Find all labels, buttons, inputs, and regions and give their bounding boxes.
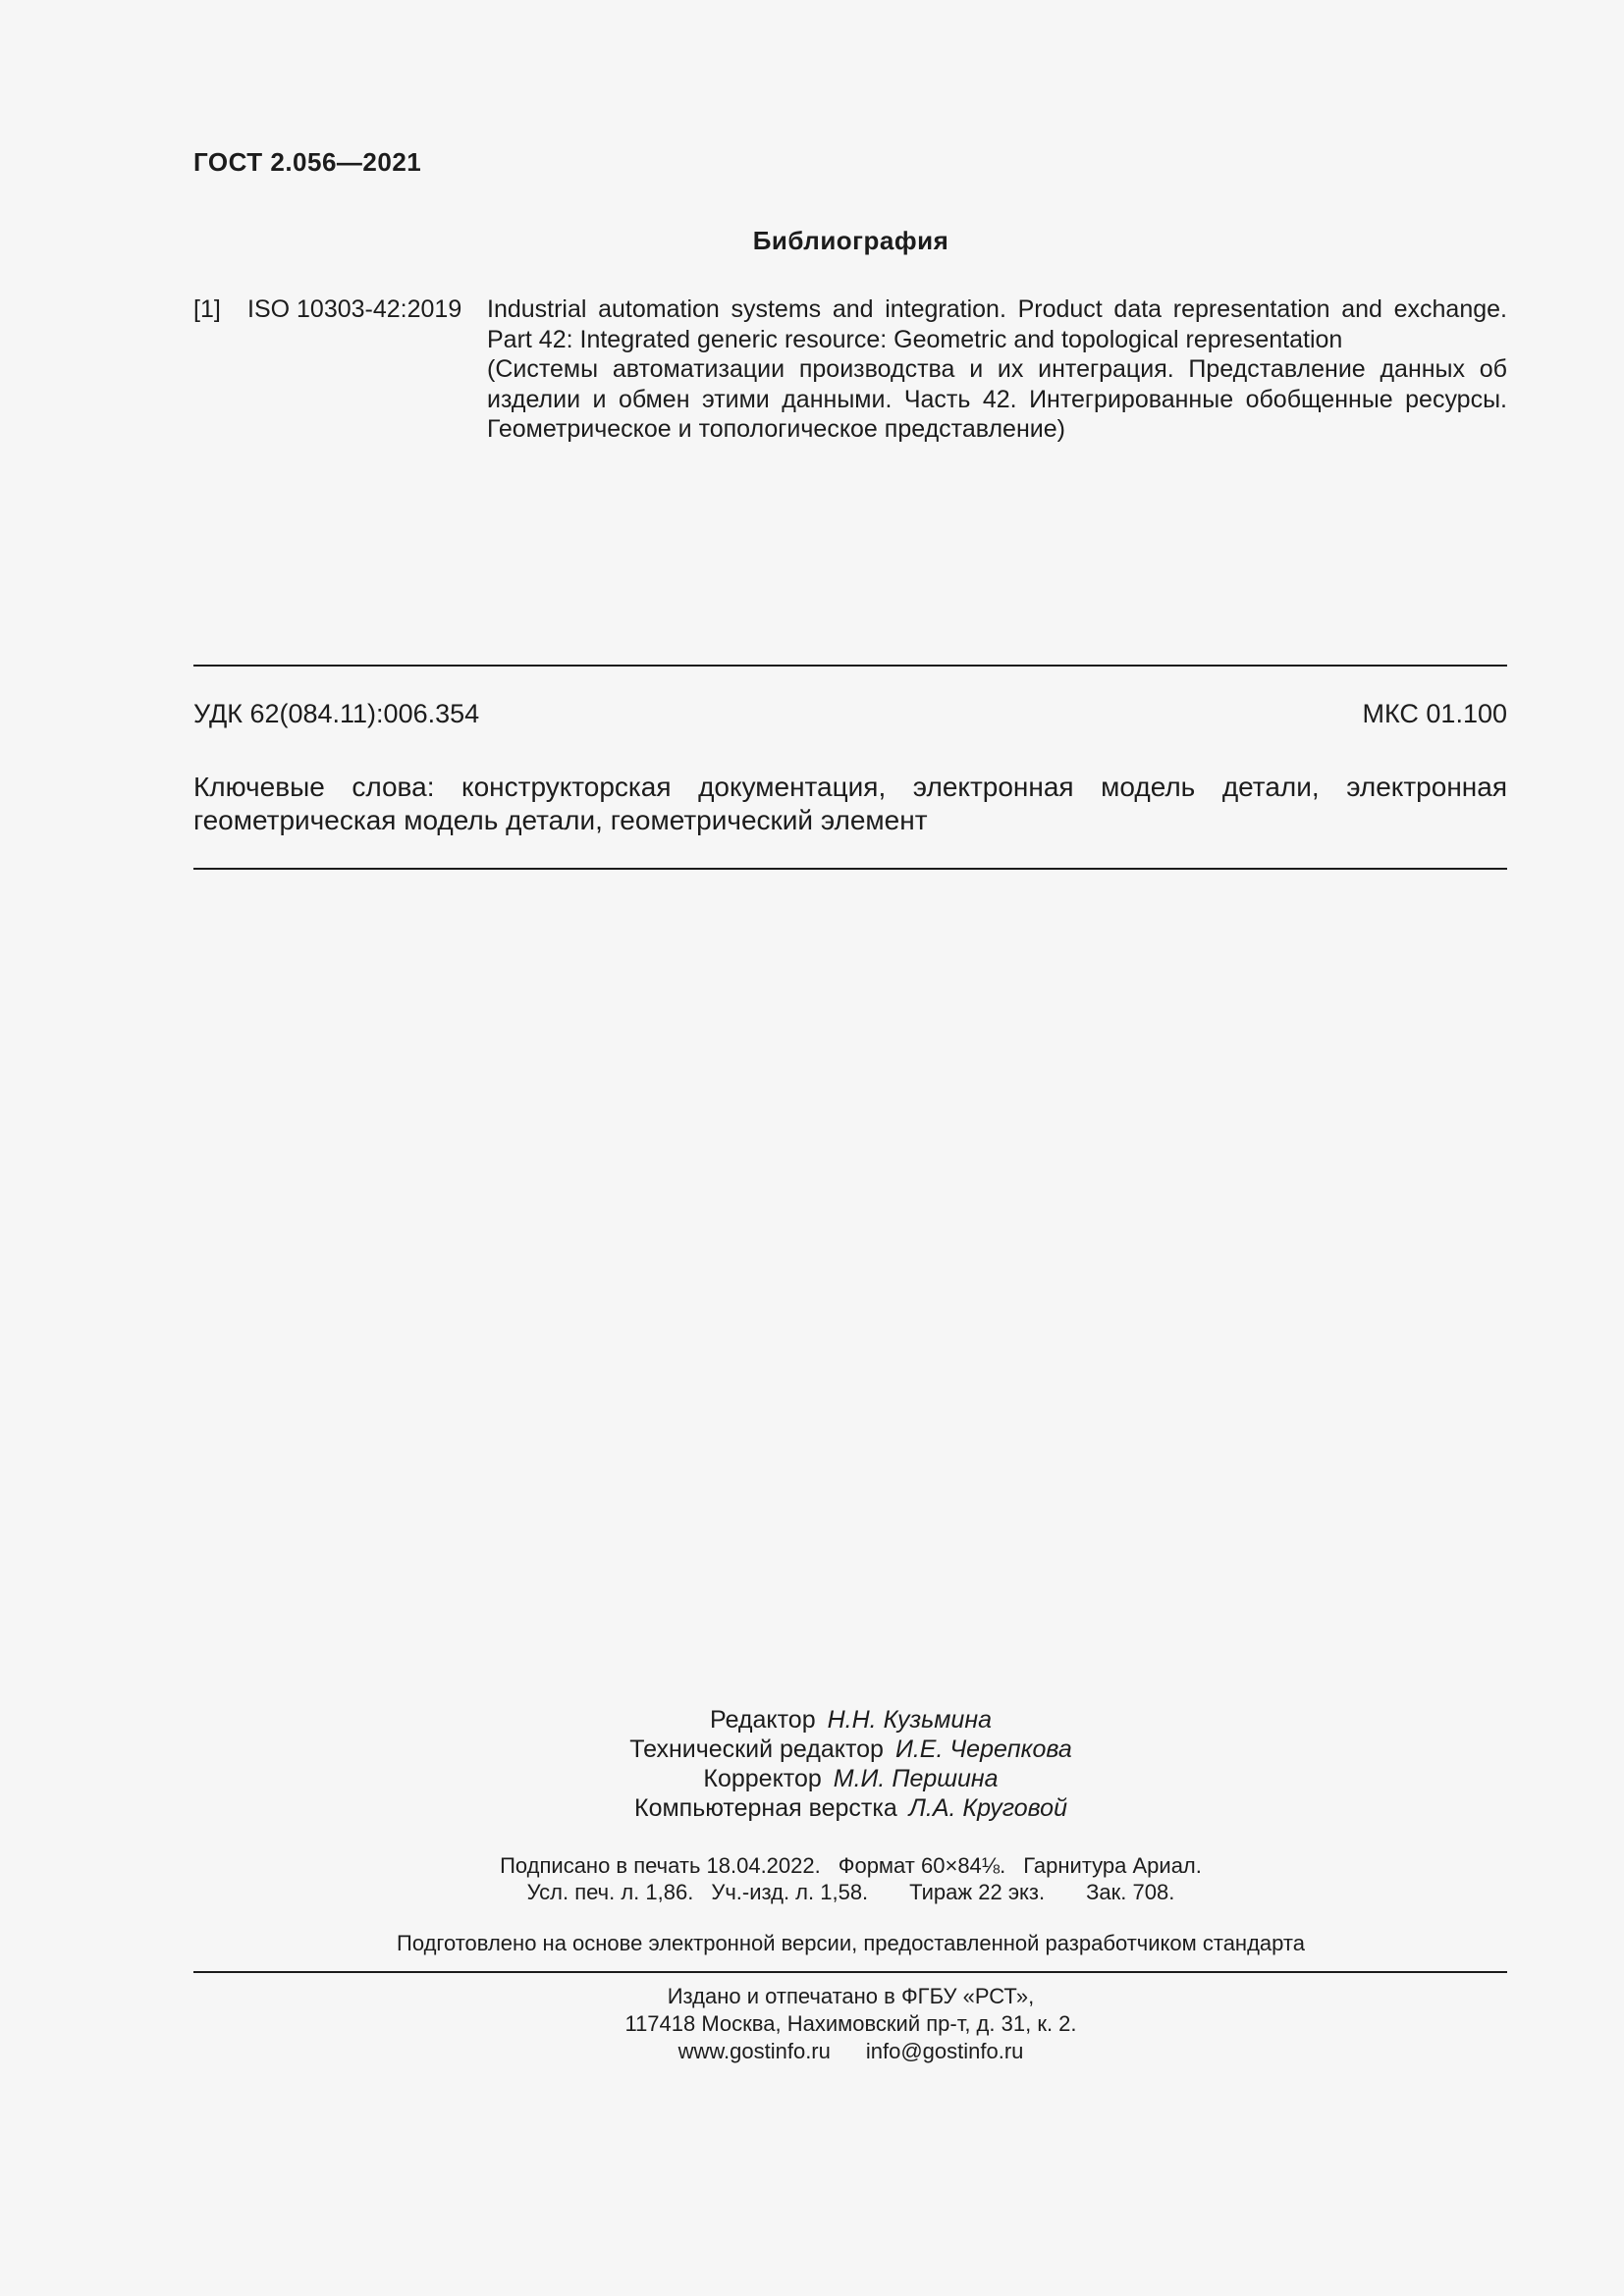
entry-standard: ISO 10303-42:2019 — [247, 295, 462, 323]
keywords: Ключевые слова: конструкторская документация, электронная модель детали, электронная геометрическая модель детали, геометрический элемент — [193, 772, 1507, 835]
credit-editor — [0, 1705, 1624, 1735]
divider-bottom — [193, 1971, 1507, 1973]
divider-keywords — [193, 868, 1507, 870]
divider-top — [193, 665, 1507, 667]
publisher-name: Издано и отпечатано в ФГБУ «РСТ», — [667, 1984, 1035, 2008]
publisher-block — [0, 1983, 1624, 2065]
credit-tech-editor — [0, 1735, 1624, 1764]
entry-description — [487, 294, 1507, 445]
credit-proofreader — [0, 1764, 1624, 1793]
credit-name: Н.Н. Кузьмина — [827, 1706, 992, 1734]
credit-name: М.И. Першина — [833, 1765, 999, 1792]
print-info-line-1 — [0, 1852, 1624, 1879]
bibliography-entry — [193, 294, 1507, 445]
udk-code: УДК 62(084.11):006.354 — [193, 699, 480, 728]
entry-title-en: Industrial automation systems and integration. Product data representation and exchange. Part 42: Integrated generic resource: Geometric and topological representation — [487, 295, 1507, 353]
credits-block — [0, 1705, 1624, 1823]
prepared-note: Подготовлено на основе электронной версии, предоставленной разработчиком стандарта — [397, 1931, 1305, 1955]
credit-role: Корректор — [703, 1765, 822, 1792]
circulation: Тираж 22 экз. — [909, 1880, 1046, 1904]
publisher-address: 117418 Москва, Нахимовский пр-т, д. 31, к. 2. — [624, 2011, 1077, 2036]
credit-role: Редактор — [710, 1706, 816, 1734]
print-sheets: Усл. печ. л. 1,86. — [526, 1880, 694, 1904]
credit-name: И.Е. Черепкова — [894, 1735, 1072, 1763]
credit-role: Компьютерная верстка — [634, 1794, 897, 1822]
print-info — [0, 1852, 1624, 1905]
credit-role: Технический редактор — [629, 1735, 884, 1763]
document-code: ГОСТ 2.056—2021 — [193, 147, 422, 177]
publisher-contacts — [0, 2038, 1624, 2065]
paper-format: Формат 60×84⅛. — [838, 1853, 1006, 1878]
entry-title-ru: (Системы автоматизации производства и их интеграция. Представление данных об изделии и обмен этими данными. Часть 42. Интегрированные обобщенные ресурсы. Геометрическое и топологическое представление) — [487, 355, 1507, 443]
email-link[interactable]: info@gostinfo.ru — [865, 2039, 1024, 2063]
bibliography-title: Библиография — [752, 226, 949, 255]
print-info-line-2 — [0, 1879, 1624, 1905]
signed-date: Подписано в печать 18.04.2022. — [500, 1853, 821, 1878]
entry-number: [1] — [193, 295, 221, 323]
website-link[interactable]: www.gostinfo.ru — [677, 2039, 831, 2063]
credit-name: Л.А. Круговой — [908, 1794, 1067, 1822]
order-number: Зак. 708. — [1086, 1880, 1175, 1904]
mks-code: МКС 01.100 — [1362, 699, 1507, 728]
typeface: Гарнитура Ариал. — [1023, 1853, 1202, 1878]
pub-sheets: Уч.-изд. л. 1,58. — [711, 1880, 869, 1904]
credit-layout — [0, 1793, 1624, 1823]
